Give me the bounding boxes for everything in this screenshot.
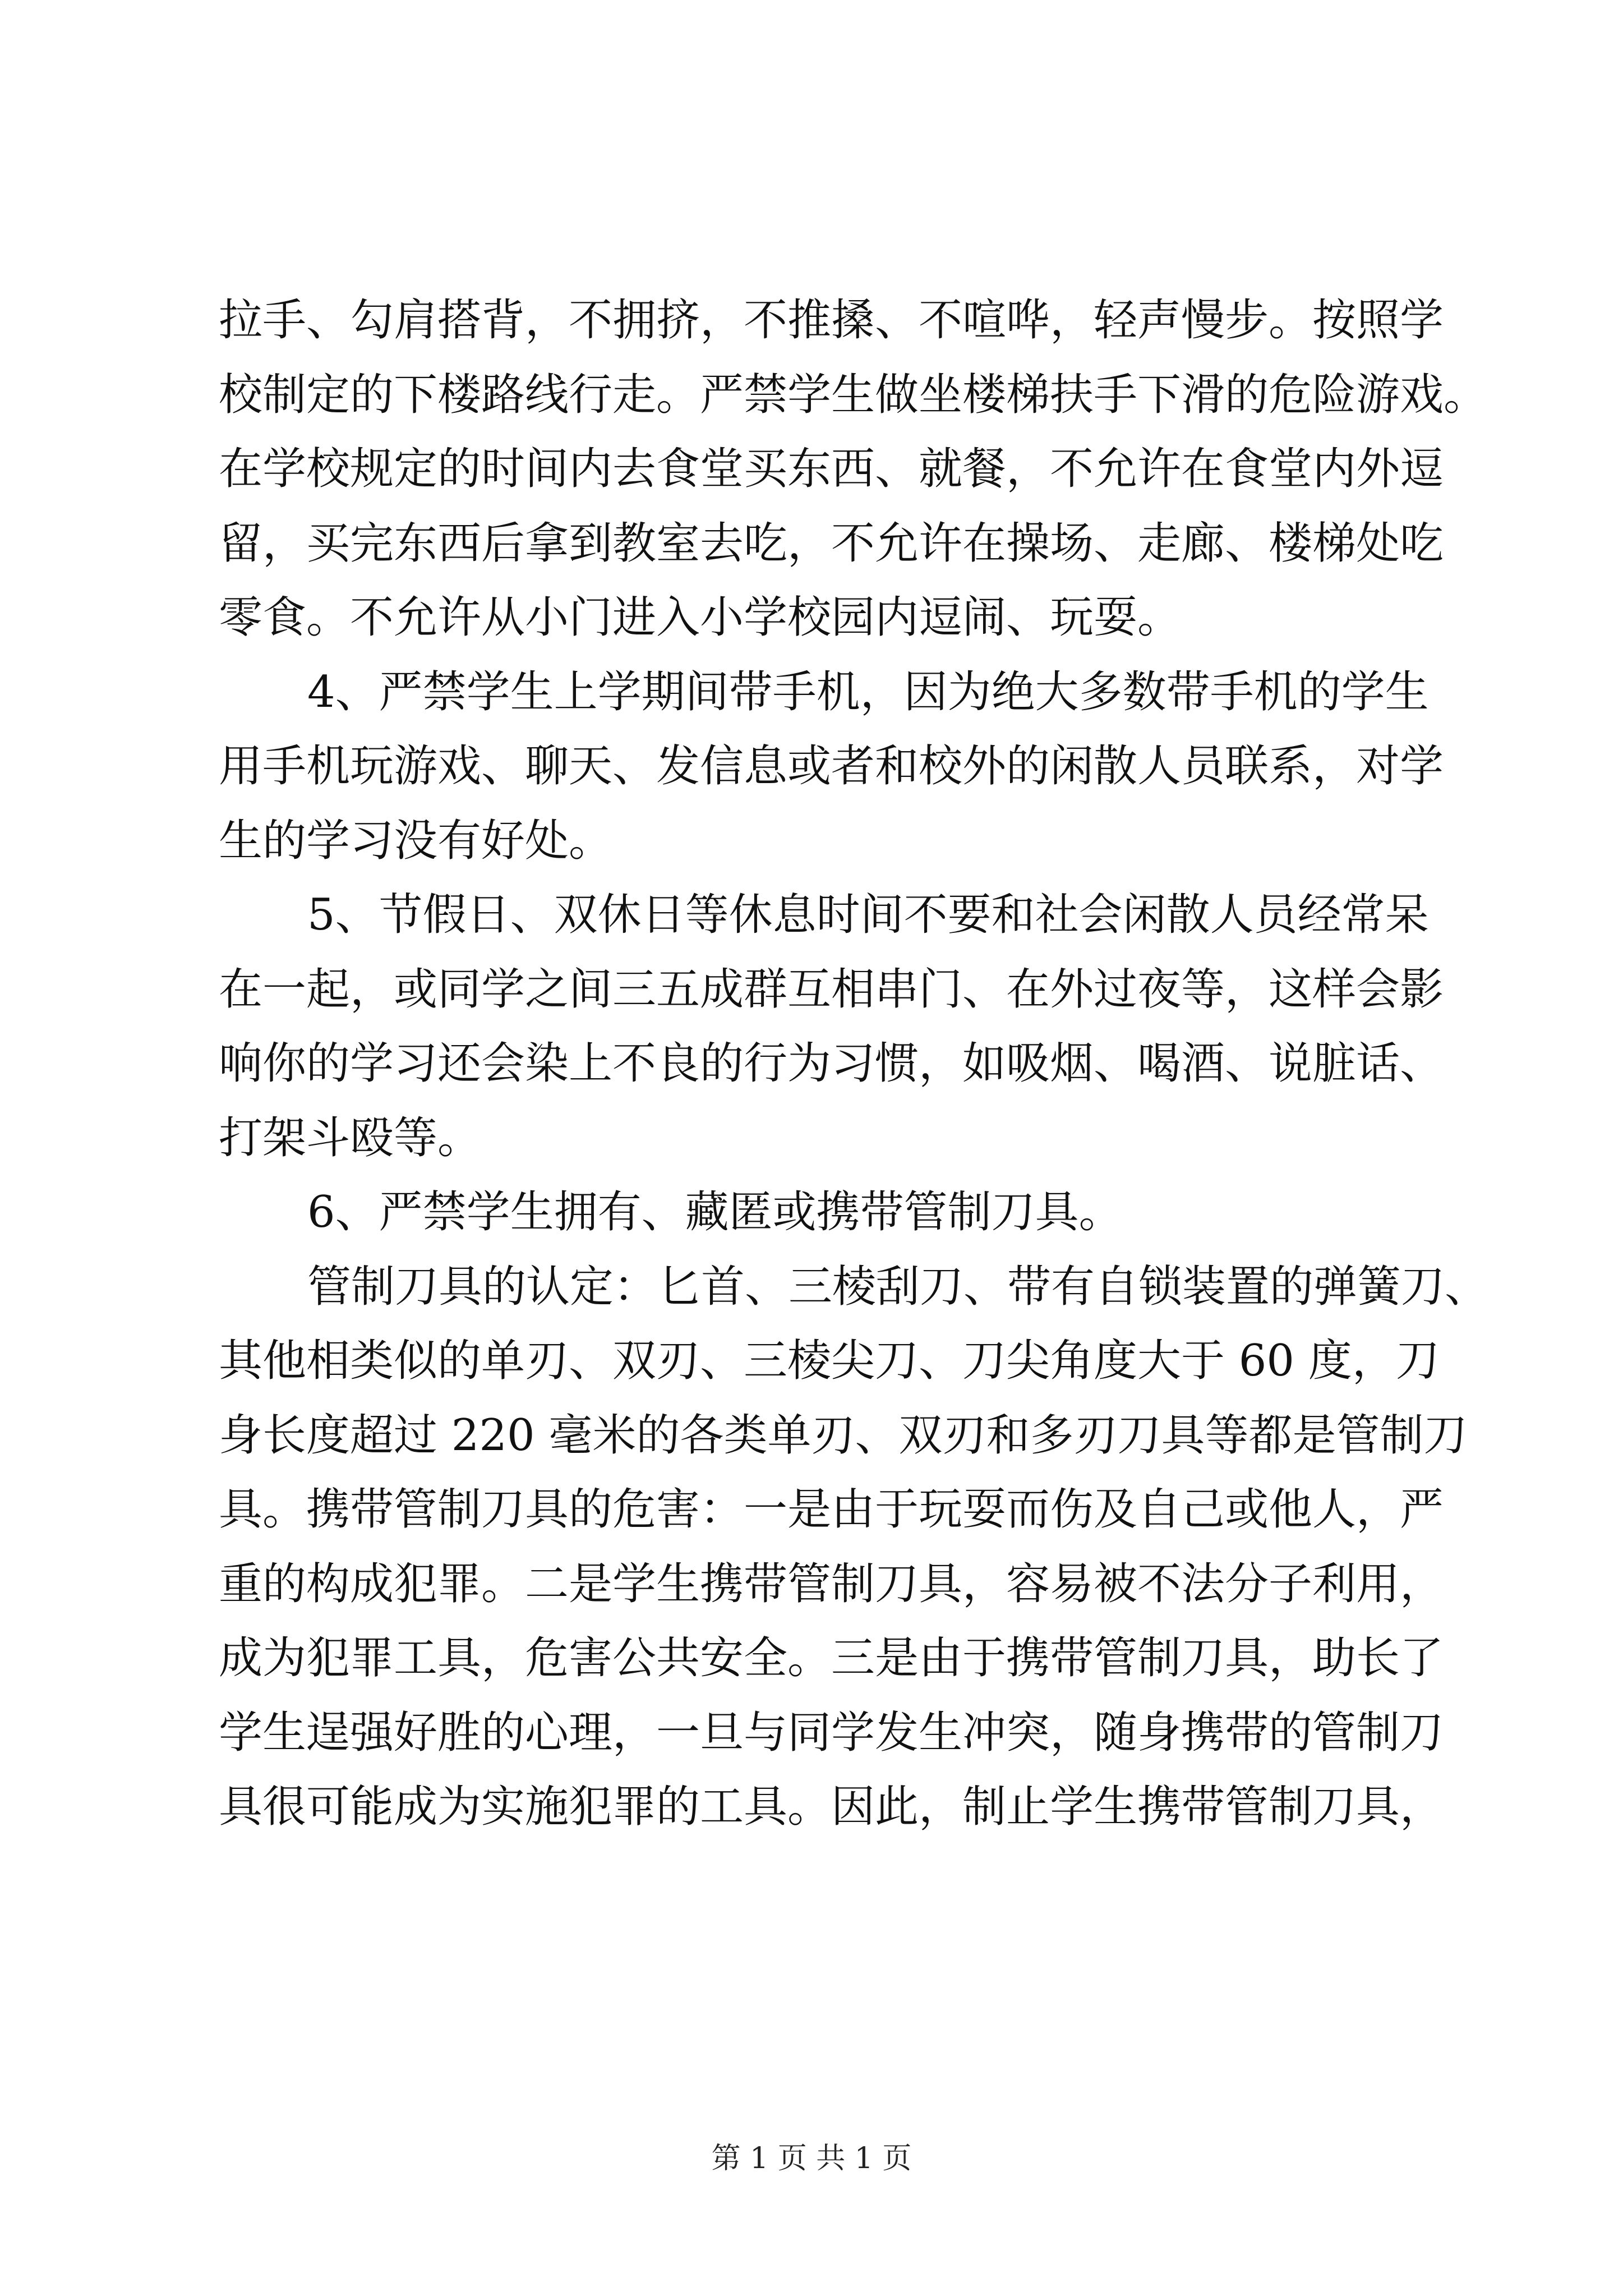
- text-line: 学生逞强好胜的心理，一旦与同学发生冲突，随身携带的管制刀: [219, 1707, 1444, 1758]
- text-line: 管制刀具的认定：匕首、三棱刮刀、带有自锁装置的弹簧刀、: [307, 1261, 1489, 1312]
- page-footer: 第 1 页 共 1 页: [711, 2142, 912, 2175]
- text-line: 具。携带管制刀具的危害：一是由于玩耍而伤及自己或他人，严: [219, 1484, 1444, 1535]
- text-line: 成为犯罪工具，危害公共安全。三是由于携带管制刀具，助长了: [219, 1633, 1444, 1683]
- text-line: 身长度超过 220 毫米的各类单刃、双刃和多刃刀具等都是管制刀: [219, 1410, 1468, 1461]
- text-line: 其他相类似的单刃、双刃、三棱尖刀、刀尖角度大于 60 度，刀: [219, 1336, 1440, 1386]
- text-line: 拉手、勾肩搭背，不拥挤，不推搡、不喧哗，轻声慢步。按照学: [219, 295, 1444, 346]
- text-line: 用手机玩游戏、聊天、发信息或者和校外的闲散人员联系，对学: [219, 741, 1444, 792]
- text-line: 响你的学习还会染上不良的行为习惯，如吸烟、喝酒、说脏话、: [219, 1038, 1444, 1089]
- text-line: 在学校规定的时间内去食堂买东西、就餐，不允许在食堂内外逗: [219, 444, 1444, 494]
- text-line: 在一起，或同学之间三五成群互相串门、在外过夜等，这样会影: [219, 964, 1444, 1015]
- document-body: [219, 283, 1489, 1844]
- text-line: 打架斗殴等。: [219, 1112, 482, 1163]
- text-line: 5、节假日、双休日等休息时间不要和社会闲散人员经常呆: [307, 890, 1429, 940]
- text-line: 具很可能成为实施犯罪的工具。因此，制止学生携带管制刀具，: [219, 1782, 1444, 1832]
- text-line: 重的构成犯罪。二是学生携带管制刀具，容易被不法分子利用，: [219, 1558, 1444, 1609]
- text-line: 生的学习没有好处。: [219, 815, 613, 866]
- text-line: 零食。不允许从小门进入小学校园内逗闹、玩耍。: [219, 592, 1182, 643]
- text-line: 4、严禁学生上学期间带手机，因为绝大多数带手机的学生: [307, 666, 1429, 717]
- text-line: 6、严禁学生拥有、藏匿或携带管制刀具。: [307, 1187, 1123, 1237]
- text-line: 留，买完东西后拿到教室去吃，不允许在操场、走廊、楼梯处吃: [219, 518, 1444, 569]
- text-line: 校制定的下楼路线行走。严禁学生做坐楼梯扶手下滑的危险游戏。: [219, 369, 1488, 420]
